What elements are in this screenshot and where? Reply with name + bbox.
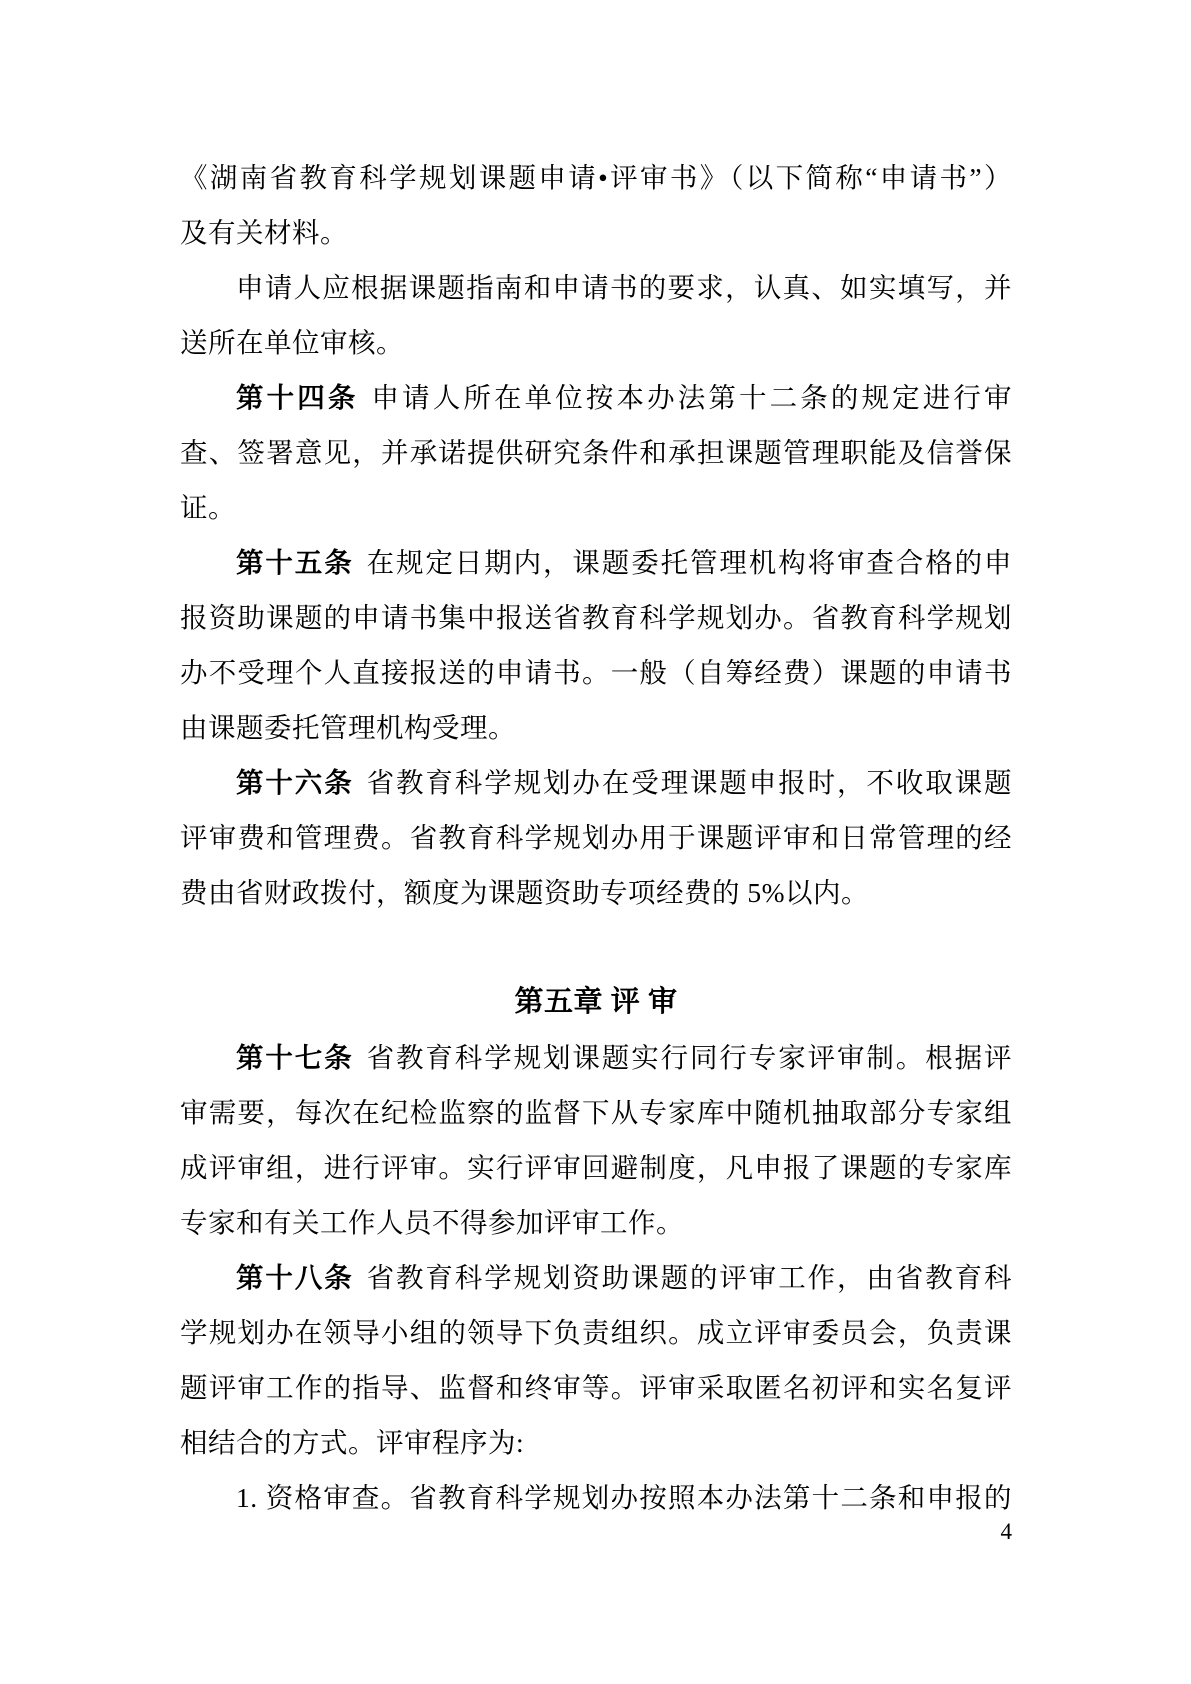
- page-number: 4: [1000, 1519, 1012, 1544]
- line-text: 学规划办在领导小组的领导下负责组织。成立评审委员会，负责课: [180, 1317, 1012, 1348]
- article-number-bold: 第十七条: [236, 1042, 354, 1073]
- line-text: 相结合的方式。评审程序为:: [180, 1427, 525, 1458]
- text-line: [180, 1085, 1012, 1140]
- text-line: [180, 1250, 1012, 1305]
- text-line: [180, 1030, 1012, 1085]
- line-text: 省教育科学规划办在受理课题申报时，不收取课题: [366, 767, 1013, 798]
- line-text: 及有关材料。: [180, 217, 348, 248]
- line-text: 1. 资格审查。省教育科学规划办按照本办法第十二条和申报的: [236, 1482, 1012, 1513]
- text-line: [180, 1195, 1012, 1250]
- line-text: 省教育科学规划课题实行同行专家评审制。根据评: [366, 1042, 1013, 1073]
- text-line: [180, 700, 1012, 755]
- text-line: [180, 425, 1012, 480]
- text-line: [180, 1140, 1012, 1195]
- text-line: [180, 645, 1012, 700]
- text-line: [180, 810, 1012, 865]
- chapter-heading: 第五章 评 审: [514, 986, 678, 1018]
- text-line: [180, 150, 1012, 205]
- line-text: 在规定日期内，课题委托管理机构将审查合格的申: [366, 547, 1013, 578]
- blank-line: [180, 920, 1012, 975]
- line-text: 省教育科学规划资助课题的评审工作，由省教育科: [366, 1262, 1013, 1293]
- line-text: 审需要，每次在纪检监察的监督下从专家库中随机抽取部分专家组: [180, 1097, 1012, 1128]
- text-line: [180, 315, 1012, 370]
- text-line: [180, 370, 1012, 425]
- text-line: [180, 1360, 1012, 1415]
- line-text: 办不受理个人直接报送的申请书。一般（自筹经费）课题的申请书: [180, 657, 1012, 688]
- line-text: 申请人应根据课题指南和申请书的要求，认真、如实填写，并: [236, 272, 1012, 303]
- section-after-chapter: [180, 1030, 1012, 1525]
- text-line: [180, 590, 1012, 645]
- line-text: 证。: [180, 492, 236, 523]
- line-text: 专家和有关工作人员不得参加评审工作。: [180, 1207, 684, 1238]
- text-line: [180, 1305, 1012, 1360]
- line-text: 申请人所在单位按本办法第十二条的规定进行审: [371, 382, 1012, 413]
- article-number-bold: 第十八条: [236, 1262, 354, 1293]
- text-line: [180, 205, 1012, 260]
- text-line: [180, 755, 1012, 810]
- line-text: 成评审组，进行评审。实行评审回避制度，凡申报了课题的专家库: [180, 1152, 1012, 1183]
- article-number-bold: 第十六条: [236, 767, 354, 798]
- text-line: [180, 480, 1012, 535]
- line-text: 查、签署意见，并承诺提供研究条件和承担课题管理职能及信誉保: [180, 437, 1012, 468]
- article-number-bold: 第十五条: [236, 547, 354, 578]
- text-line: [180, 865, 1012, 920]
- line-text: 《湖南省教育科学规划课题申请•评审书》（以下简称“申请书”）: [180, 162, 1012, 193]
- line-text: 题评审工作的指导、监督和终审等。评审采取匿名初评和实名复评: [180, 1372, 1012, 1403]
- line-text: 由课题委托管理机构受理。: [180, 712, 516, 743]
- line-text: 评审费和管理费。省教育科学规划办用于课题评审和日常管理的经: [180, 822, 1012, 853]
- text-line: [180, 260, 1012, 315]
- line-text: 送所在单位审核。: [180, 327, 404, 358]
- document-body: [180, 150, 1012, 1525]
- text-line: [180, 535, 1012, 590]
- line-text: 费由省财政拨付，额度为课题资助专项经费的 5%以内。: [180, 877, 870, 908]
- text-line: [180, 1415, 1012, 1470]
- article-number-bold: 第十四条: [236, 382, 359, 413]
- page-footer: [180, 1512, 1012, 1552]
- section-before-chapter: [180, 150, 1012, 920]
- line-text: 报资助课题的申请书集中报送省教育科学规划办。省教育科学规划: [180, 602, 1012, 633]
